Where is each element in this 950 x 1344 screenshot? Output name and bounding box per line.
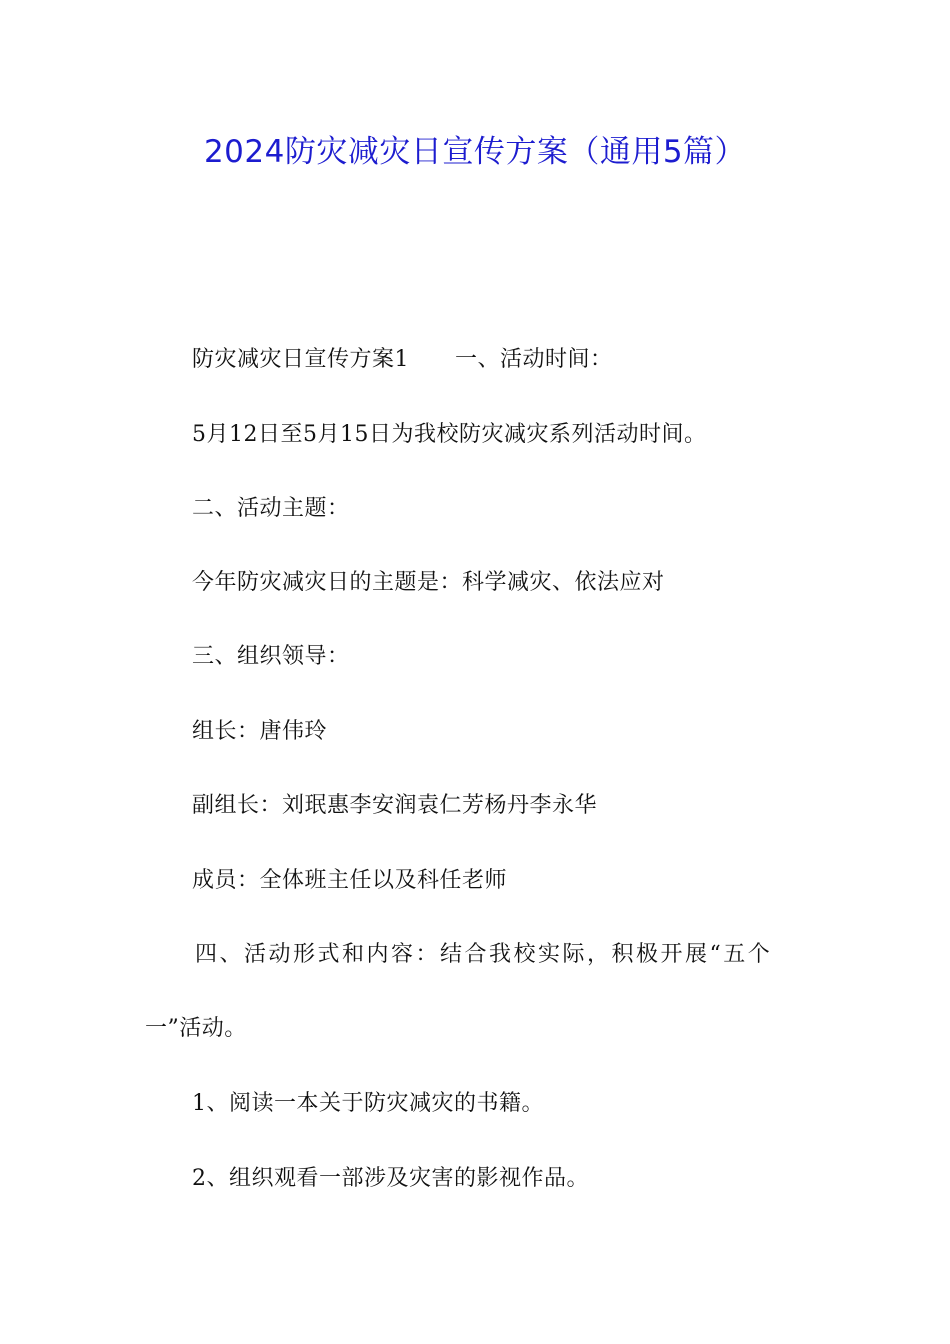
section-four-line-2: 一”活动。: [145, 1016, 247, 1041]
paragraph-deputy-leaders: 副组长：刘珉惠李安润袁仁芳杨丹李永华: [192, 793, 598, 818]
list-item: 2、组织观看一部涉及灾害的影视作品。: [192, 1166, 589, 1191]
heading-left: 防灾减灾日宣传方案1: [192, 347, 409, 372]
paragraph-theme-heading: 二、活动主题：: [192, 496, 350, 521]
paragraph-theme: 今年防灾减灾日的主题是：科学减灾、依法应对: [192, 570, 665, 595]
list-item: 1、阅读一本关于防灾减灾的书籍。: [192, 1091, 544, 1116]
paragraph-organization-heading: 三、组织领导：: [192, 644, 350, 669]
document-title: 2024防灾减灾日宣传方案（通用5篇）: [203, 134, 747, 170]
paragraph-section-four: [145, 940, 810, 1044]
section-four-line-1: 四、活动形式和内容：结合我校实际，积极开展“五个: [195, 942, 773, 967]
paragraph-heading: [192, 345, 613, 375]
heading-right: 一、活动时间：: [455, 347, 613, 372]
paragraph-members: 成员：全体班主任以及科任老师: [192, 868, 508, 893]
paragraph-leader: 组长：唐伟玲: [192, 719, 328, 744]
paragraph-activity-time: 5月12日至5月15日为我校防灾减灾系列活动时间。: [192, 422, 707, 447]
